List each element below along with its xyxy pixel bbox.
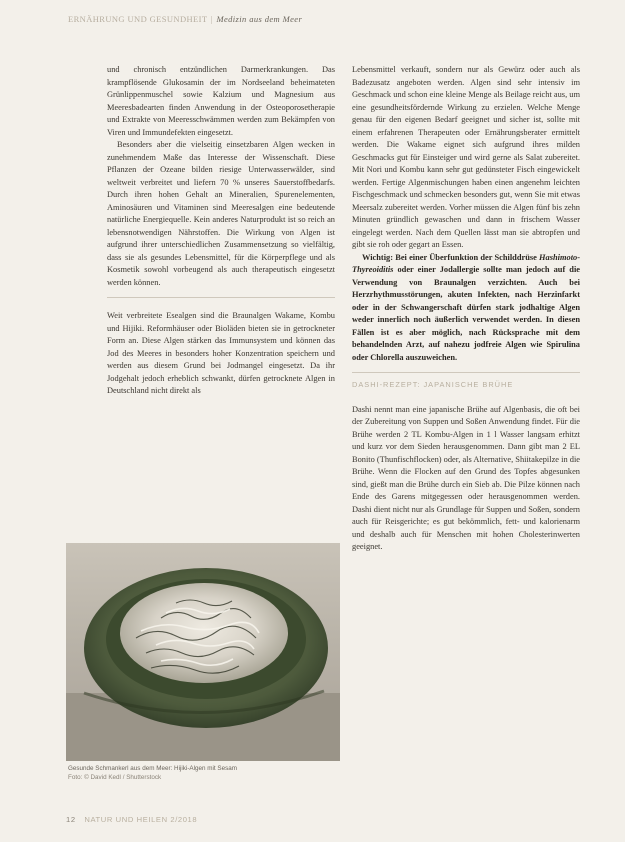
right-paragraph-1: Lebensmittel verkauft, sondern nur als Gewürz oder auch als Badezusatz angeboten werden. Algen sind sehr intensiv im Geschmack und schon eine kleine Menge als Beilage reicht aus, um eine gesundheitsfördernde Wirkung zu erzielen. Welche Menge genau für den eigenen Bedarf geeignet und sicher ist, sollte mit einem erfahrenen Therapeuten oder Ernährungsberater ermittelt werden. Die Wakame eignet sich aufgrund ihres milden Geschmacks gut für Einsteiger und wird gerne als Salat zubereitet. Mit Nori und Kombu kann sehr gut gedünsteter Fisch eingewickelt werden. Fertige Algenmischungen haben einen angenehm leichten Fischgeschmack und schmecken besonders gut, wenn Sie mit etwas Meersalz zubereitet werden. Vorher müssen die Algen fünf bis zehn Minuten gründlich gewaschen und dann in frischem Wasser eingelegt werden. Nach dem Quellen lässt man sie abtropfen und gibt sie roh oder gegart an Essen.	[352, 65, 580, 249]
warning-paragraph	[352, 252, 580, 365]
left-paragraph-2: Besonders aber die vielseitig einsetzbaren Algen wecken in zunehmendem Maße das Interesse der Wissenschaft. Diese Pflanzen der Ozeane bilden riesige Unterwasserwälder, sind weltweit verbreitet und liefern 70 % unseres Sauerstoffbedarfs. Durch ihren hohen Gehalt an Mineralien, Spurenelementen, Aminosäuren und Vitaminen sind Meeresalgen eine bedeutende natürliche Energiequelle. Kein anderes Naturprodukt ist so reich an lebensnotwendigen Nährstoffen. Die Wirkung von Algen ist aufgrund ihrer unterschiedlichen Zusammensetzung so vielfältig, dass sie als gesundes Lebensmittel, für die Körperpflege und als Kosmetik sowohl vorbeugend als auch therapeutisch eingesetzt werden können.	[107, 140, 335, 287]
section-rule	[352, 372, 580, 373]
left-paragraph-3: Weit verbreitete Esealgen sind die Braunalgen Wakame, Kombu und Hijiki. Reformhäuser oder Bioläden bieten sie in getrockneter Form an. Diese Algen stärken das Immunsystem und können das Jod des Meeres in besonders hoher Konzentration speichern und werden aus diesem Grund bei Jodmangel eingesetzt. Da ihr Jodgehalt jedoch erheblich schwankt, dürfen getrocknete Algen in Deutschland nicht direkt als	[107, 311, 335, 395]
recipe-paragraph: Dashi nennt man eine japanische Brühe auf Algenbasis, die oft bei der Zubereitung von Suppen und Soßen Anwendung findet. Für die Brühe werden 2 TL Kombu-Algen in 1 l Wasser langsam erhitzt und kurz vor dem Sieden herausgenommen. Dann gibt man 2 EL Bonito (Thunfischflocken) oder, als Alternative, Shiitakepilze in die Brühe. Wenn die Flocken auf den Grund des Topfes abgesunken sind, gießt man die Brühe durch ein Sieb ab. Die Pilze können nach Ende des Garens mitgegessen oder herausgenommen werden. Dashi dient nicht nur als Grundlage für Suppen und Soßen, sondern auch für Reisgerichte; es gut bekömmlich, fett- und kalorienarm und deshalb auch für Menschen mit hohen Cholesterinwerten geeignet.	[352, 404, 580, 551]
header-title: Medizin aus dem Meer	[216, 14, 303, 24]
warning-label: Wichtig:	[362, 252, 394, 262]
magazine-name: NATUR UND HEILEN 2/2018	[84, 815, 198, 824]
caption-text: Gesunde Schmankerl aus dem Meer: Hijiki-Algen mit Sesam	[68, 765, 238, 772]
right-column	[352, 64, 580, 554]
warning-italic-term: Hashimoto-Thyreoiditis	[352, 252, 580, 274]
page-footer	[66, 815, 197, 824]
photo-credit: Foto: © David Kedl / Shutterstock	[68, 773, 162, 781]
section-rule	[107, 297, 335, 298]
running-header	[68, 14, 302, 24]
page-number: 12	[66, 815, 76, 824]
header-section: ERNÄHRUNG UND GESUNDHEIT	[68, 14, 208, 24]
recipe-subheading: DASHI-REZEPT: JAPANISCHE BRÜHE	[352, 380, 514, 389]
header-separator: |	[210, 14, 213, 24]
warning-text-b: oder einer Jodallergie sollte man jedoch auf die Verwendung von Braunalgen verzichten. Auch bei Herzrhythmusstörungen, akuten Infekten, nach Herzinfarkt oder in der Schwangerschaft dürfen stark jodhaltige Algen weder innerlich noch äußerlich verwendet werden. In diesen Fällen ist es aber möglich, nach Rücksprache mit dem behandelnden Arzt, auf nahezu jodfreie Algen wie Spirulina oder Chlorella auszuweichen.	[352, 265, 580, 362]
seaweed-bowl-illustration	[66, 543, 340, 761]
seaweed-bowl-photo	[66, 543, 340, 761]
left-column	[107, 64, 335, 398]
photo-caption	[68, 765, 338, 782]
warning-text-a: Bei einer Überfunktion der Schilddrüse	[393, 252, 540, 262]
left-paragraph-1: und chronisch entzündlichen Darmerkrankungen. Das krampflösende Glukosamin der im Nordseeland beheimateten Grünlippenmuschel sowie Kalzium und Magnesium aus Meeresbadearten finden Anwendung in der Osteoporosetherapie und Extrakte von Meeresschwämmen werden zum Bekämpfen von Viren und Immundefekten eingesetzt.	[107, 65, 335, 137]
